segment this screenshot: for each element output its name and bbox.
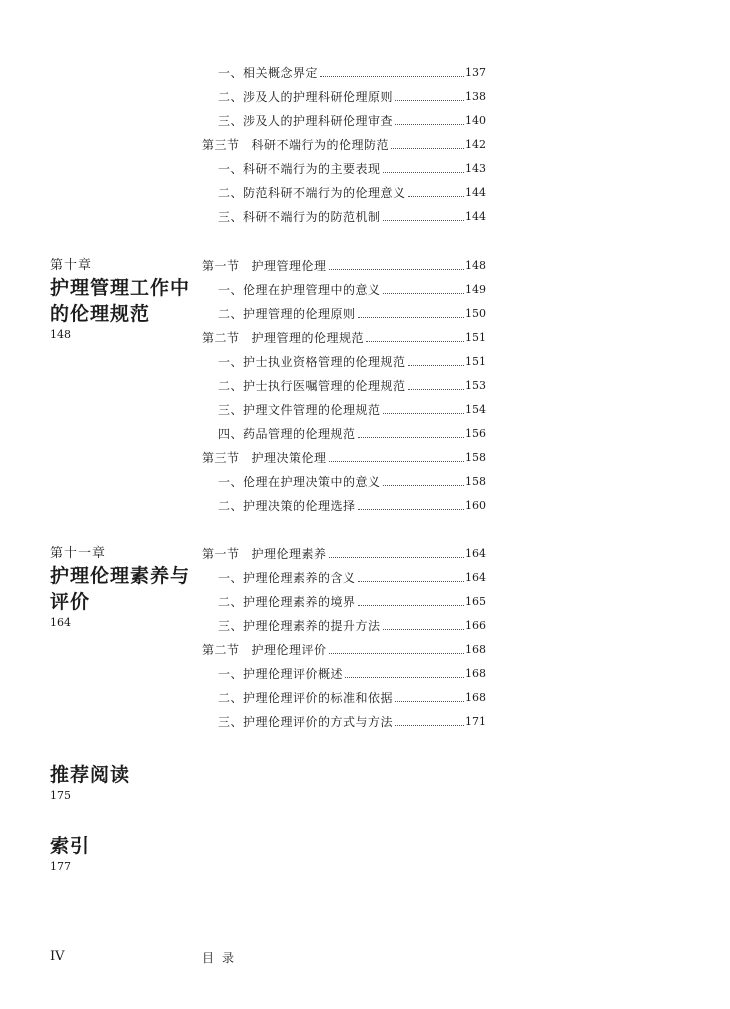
entry-label: 二、防范科研不端行为的伦理意义 (218, 186, 406, 200)
entry-label: 护理管理的伦理规范 (251, 331, 365, 345)
chapter-10-heading[interactable] (50, 257, 190, 343)
entry-label: 科研不端行为的伦理防范 (251, 138, 390, 152)
toc-entry[interactable] (218, 158, 486, 176)
entry-page: 158 (465, 475, 486, 488)
entry-page: 168 (465, 667, 486, 680)
dot-leader (383, 220, 464, 221)
footer-page-number: IV (50, 949, 65, 964)
recommended-reading-page: 175 (50, 789, 71, 802)
dot-leader (358, 581, 464, 582)
entry-label: 一、科研不端行为的主要表现 (218, 162, 381, 176)
dot-leader (383, 413, 464, 414)
dot-leader (395, 725, 464, 726)
toc-section-entry[interactable] (202, 447, 486, 465)
dot-leader (408, 365, 464, 366)
entry-label: 二、护士执行医嘱管理的伦理规范 (218, 379, 406, 393)
section-number: 第三节 (202, 138, 240, 152)
dot-leader (358, 437, 464, 438)
section-number: 第一节 (202, 259, 240, 273)
entry-page: 142 (465, 138, 486, 151)
dot-leader (395, 124, 464, 125)
entry-page: 154 (465, 403, 486, 416)
toc-section-entry[interactable] (202, 134, 486, 152)
entry-label: 三、护理伦理素养的提升方法 (218, 619, 381, 633)
index-title: 索引 (50, 835, 91, 857)
dot-leader (383, 629, 464, 630)
dot-leader (395, 701, 464, 702)
toc-entry[interactable] (218, 182, 486, 200)
entry-page: 144 (465, 210, 486, 223)
entry-page: 158 (465, 451, 486, 464)
chapter-title-line-2: 的伦理规范 (50, 303, 151, 325)
dot-leader (329, 653, 464, 654)
chapter-page: 148 (50, 328, 71, 341)
toc-section-entry[interactable] (202, 639, 486, 657)
chapter-number: 第十一章 (50, 546, 107, 561)
dot-leader (358, 605, 464, 606)
entry-page: 148 (465, 259, 486, 272)
entry-page: 165 (465, 595, 486, 608)
section-number: 第二节 (202, 331, 240, 345)
toc-section-entry[interactable] (202, 543, 486, 561)
dot-leader (320, 76, 464, 77)
toc-entry[interactable] (218, 279, 486, 297)
entry-label: 三、护理伦理评价的方式与方法 (218, 715, 394, 729)
entry-label: 二、护理伦理素养的境界 (218, 595, 356, 609)
entry-label: 二、护理决策的伦理选择 (218, 499, 356, 513)
toc-entry[interactable] (218, 687, 486, 705)
entry-page: 140 (465, 114, 486, 127)
entry-label: 一、相关概念界定 (218, 66, 319, 80)
entry-page: 137 (465, 66, 486, 79)
entry-label: 一、护理伦理评价概述 (218, 667, 344, 681)
toc-entry[interactable] (218, 62, 486, 80)
entry-label: 一、护理伦理素养的含义 (218, 571, 356, 585)
entry-page: 164 (465, 547, 486, 560)
toc-entry[interactable] (218, 351, 486, 369)
dot-leader (395, 100, 464, 101)
toc-entry[interactable] (218, 375, 486, 393)
entry-page: 168 (465, 643, 486, 656)
dot-leader (408, 389, 464, 390)
entry-page: 150 (465, 307, 486, 320)
entry-page: 160 (465, 499, 486, 512)
dot-leader (391, 148, 464, 149)
entry-label: 护理决策伦理 (251, 451, 327, 465)
entry-label: 三、科研不端行为的防范机制 (218, 210, 381, 224)
dot-leader (329, 461, 464, 462)
entry-label: 一、护士执业资格管理的伦理规范 (218, 355, 406, 369)
chapter-title-line-1: 护理伦理素养与 (50, 565, 191, 587)
entry-label: 三、护理文件管理的伦理规范 (218, 403, 381, 417)
footer-section-title: 目录 (202, 951, 243, 965)
toc-entry[interactable] (218, 567, 486, 585)
entry-label: 二、护理管理的伦理原则 (218, 307, 356, 321)
dot-leader (383, 172, 464, 173)
toc-entry[interactable] (218, 110, 486, 128)
toc-entry[interactable] (218, 711, 486, 729)
chapter-title-line-2: 评价 (50, 591, 91, 613)
entry-label: 一、伦理在护理管理中的意义 (218, 283, 381, 297)
entry-page: 166 (465, 619, 486, 632)
section-number: 第一节 (202, 547, 240, 561)
toc-entry[interactable] (218, 303, 486, 321)
entry-page: 138 (465, 90, 486, 103)
toc-entry[interactable] (218, 399, 486, 417)
toc-entry[interactable] (218, 86, 486, 104)
entry-label: 二、涉及人的护理科研伦理原则 (218, 90, 394, 104)
toc-entry[interactable] (218, 663, 486, 681)
entry-page: 143 (465, 162, 486, 175)
index-heading[interactable] (50, 833, 90, 875)
index-page: 177 (50, 860, 71, 873)
dot-leader (408, 196, 464, 197)
dot-leader (358, 317, 464, 318)
chapter-title-line-1: 护理管理工作中 (50, 277, 191, 299)
entry-page: 168 (465, 691, 486, 704)
entry-page: 164 (465, 571, 486, 584)
entry-label: 一、伦理在护理决策中的意义 (218, 475, 381, 489)
dot-leader (383, 485, 464, 486)
entry-page: 156 (465, 427, 486, 440)
chapter-page: 164 (50, 616, 71, 629)
entry-label: 护理伦理评价 (251, 643, 327, 657)
toc-entry[interactable] (218, 471, 486, 489)
entry-label: 三、涉及人的护理科研伦理审查 (218, 114, 394, 128)
entry-page: 153 (465, 379, 486, 392)
dot-leader (329, 269, 464, 270)
toc-entry[interactable] (218, 495, 486, 513)
toc-entry[interactable] (218, 591, 486, 609)
chapter-11-heading[interactable] (50, 545, 190, 631)
entry-page: 149 (465, 283, 486, 296)
section-number: 第二节 (202, 643, 240, 657)
entry-page: 171 (465, 715, 486, 728)
dot-leader (358, 509, 464, 510)
recommended-reading-title: 推荐阅读 (50, 764, 131, 786)
entry-label: 四、药品管理的伦理规范 (218, 427, 356, 441)
entry-page: 151 (465, 355, 486, 368)
entry-label: 二、护理伦理评价的标准和依据 (218, 691, 394, 705)
chapter-number: 第十章 (50, 258, 93, 273)
toc-section-entry[interactable] (202, 327, 486, 345)
section-number: 第三节 (202, 451, 240, 465)
dot-leader (345, 677, 464, 678)
dot-leader (383, 293, 464, 294)
dot-leader (329, 557, 464, 558)
entry-label: 护理伦理素养 (251, 547, 327, 561)
toc-entry[interactable] (218, 423, 486, 441)
entry-page: 144 (465, 186, 486, 199)
toc-entry[interactable] (218, 615, 486, 633)
dot-leader (366, 341, 464, 342)
toc-section-entry[interactable] (202, 255, 486, 273)
recommended-reading-heading[interactable] (50, 762, 130, 804)
toc-entry[interactable] (218, 206, 486, 224)
entry-page: 151 (465, 331, 486, 344)
entry-label: 护理管理伦理 (251, 259, 327, 273)
